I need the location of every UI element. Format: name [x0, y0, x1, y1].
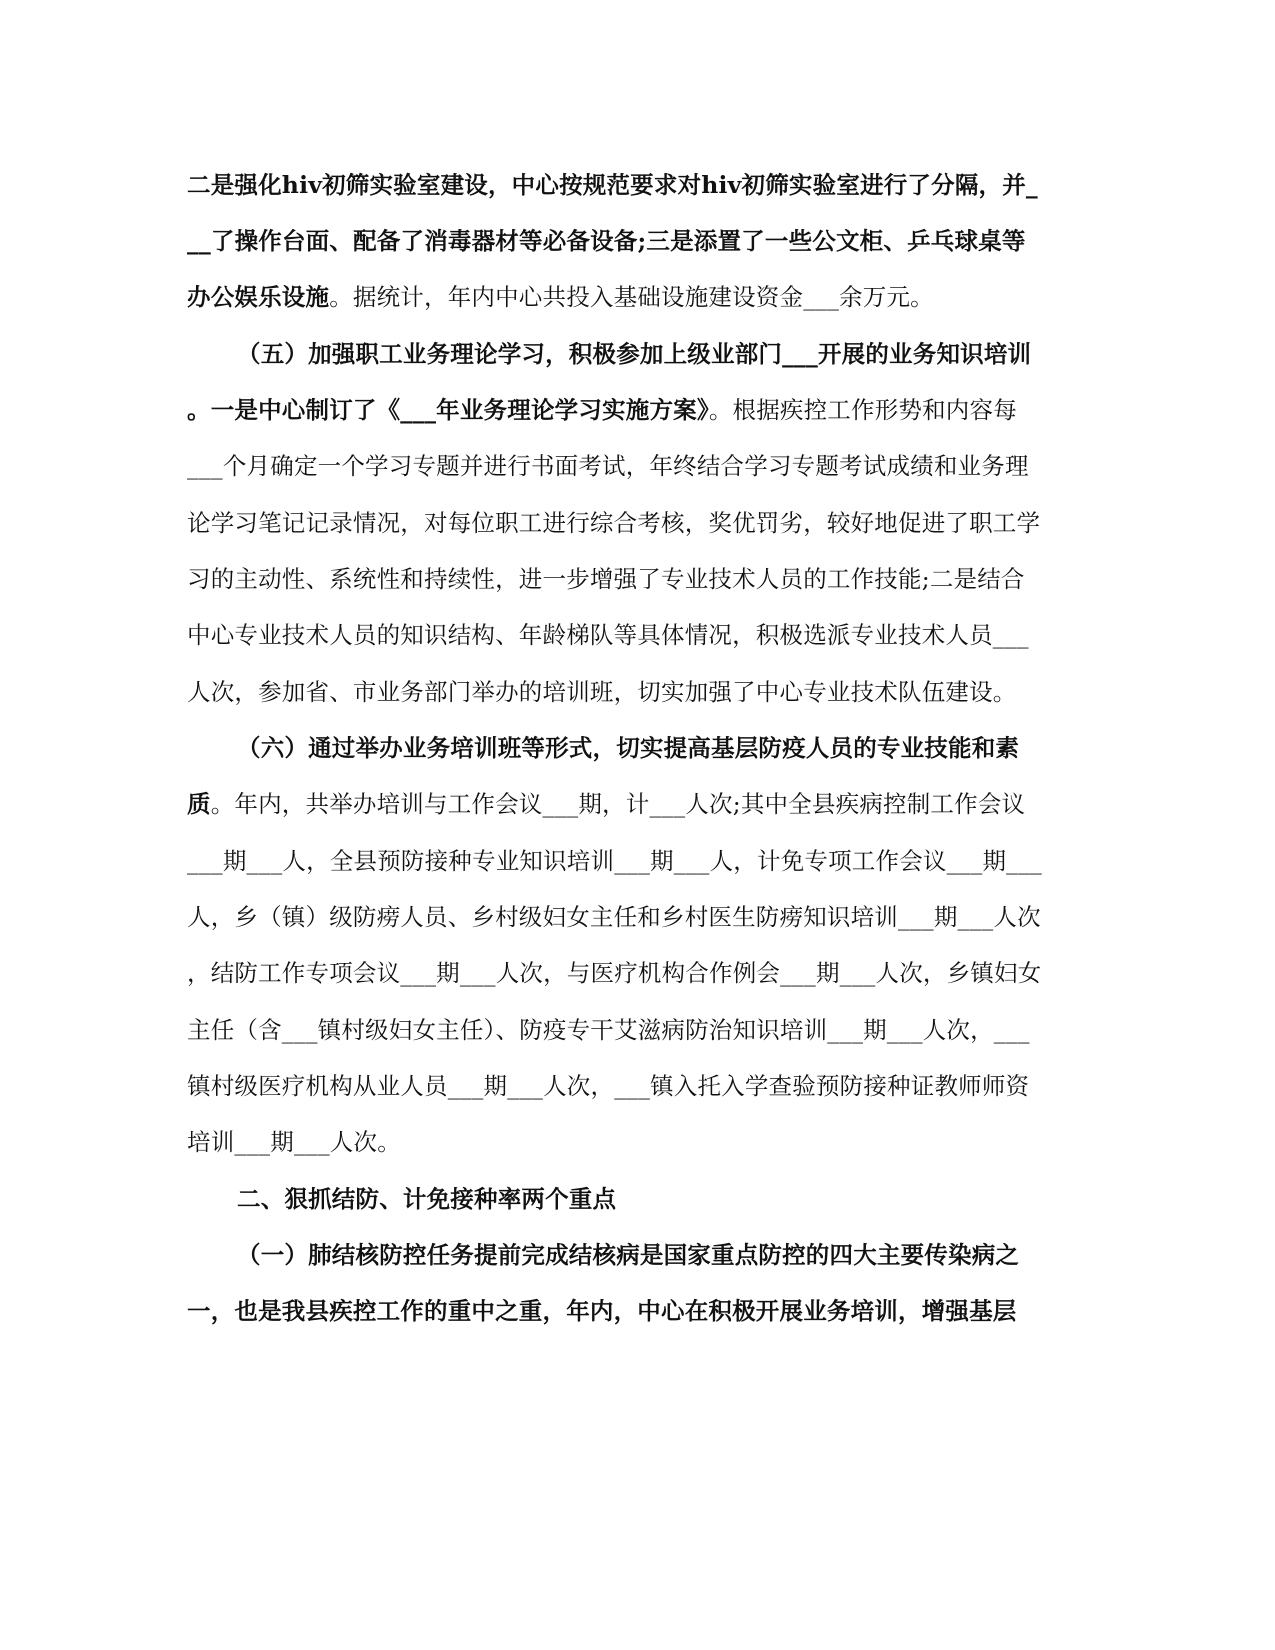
text-line: ___个月确定一个学习专题并进行书面考试，年终结合学习专题考试成绩和业务理	[187, 452, 1029, 480]
text-line: 习的主动性、系统性和持续性，进一步增强了专业技术人员的工作技能;二是结合	[187, 565, 1025, 593]
text-line: 办公娱乐设施。据统计，年内中心共投入基础设施建设资金___余万元。	[187, 283, 934, 311]
section-heading: （一）肺结核防控任务提前完成结核病是国家重点防控的四大主要传染病之	[237, 1241, 1020, 1269]
text-line: 中心专业技术人员的知识结构、年龄梯队等具体情况，积极选派专业技术人员___	[187, 621, 1029, 649]
text-line: 二是强化hiv初筛实验室建设，中心按规范要求对hiv初筛实验室进行了分隔，并_	[187, 171, 1038, 199]
text-line: ___期___人，全县预防接种专业知识培训___期___人，计免专项工作会议___期___	[187, 847, 1042, 875]
text-line: ，结防工作专项会议___期___人次，与医疗机构合作例会___期___人次，乡镇妇女	[187, 959, 1042, 987]
text-line: 主任（含___镇村级妇女主任）、防疫专干艾滋病防治知识培训___期___人次，___	[187, 1016, 1030, 1044]
text-line: 人，乡（镇）级防痨人员、乡村级妇女主任和乡村医生防痨知识培训___期___人次	[187, 903, 1041, 931]
text-line: 人次，参加省、市业务部门举办的培训班，切实加强了中心专业技术队伍建设。	[187, 678, 1017, 706]
text-line: 镇村级医疗机构从业人员___期___人次，___镇入托入学查验预防接种证教师师资	[187, 1072, 1030, 1100]
section-heading: （六）通过举办业务培训班等形式，切实提高基层防疫人员的专业技能和素	[237, 734, 1020, 762]
text-line: 一，也是我县疾控工作的重中之重，年内，中心在积极开展业务培训，增强基层	[187, 1297, 1017, 1325]
text-line: 论学习笔记记录情况，对每位职工进行综合考核，奖优罚劣，较好地促进了职工学	[187, 509, 1041, 537]
text-line: 培训___期___人次。	[187, 1128, 401, 1156]
text-line: 。一是中心制订了《___年业务理论学习实施方案》。根据疾控工作形势和内容每	[187, 396, 1017, 424]
chapter-heading: 二、狠抓结防、计免接种率两个重点	[237, 1185, 617, 1213]
section-heading: （五）加强职工业务理论学习，积极参加上级业部门___开展的业务知识培训	[237, 340, 1032, 368]
text-line: 质。年内，共举办培训与工作会议___期，计___人次;其中全县疾病控制工作会议	[187, 790, 1026, 818]
text-line: __了操作台面、配备了消毒器材等必备设备;三是添置了一些公文柜、乒乓球桌等	[187, 227, 1026, 255]
